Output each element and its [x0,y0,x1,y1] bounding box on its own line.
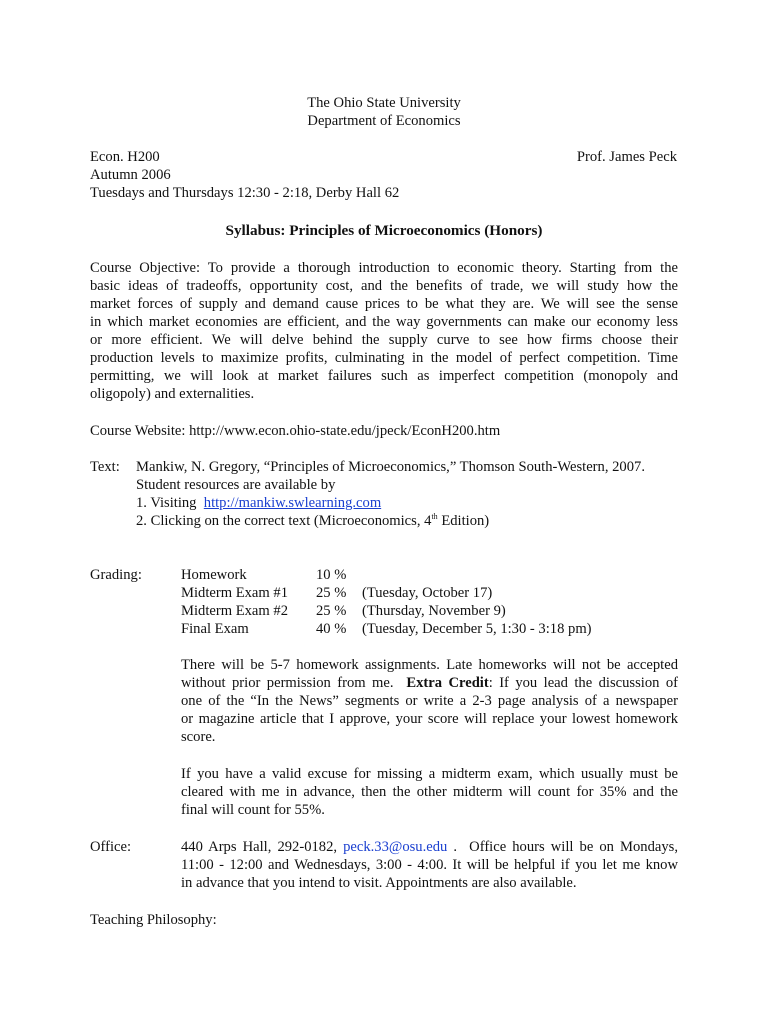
objective-line: market forces of supply and demand cause prices to be what they are. We will see the sense [90,296,678,312]
grading-item: Homework [181,567,247,583]
objective-line: in which market economies are efficient, and the way governments can make our economy less [90,314,678,330]
grading-note: (Tuesday, October 17) [362,585,493,601]
student-resources-line: Student resources are available by [136,477,336,493]
objective-line: Course Objective: To provide a thorough introduction to economic theory. Starting from the [90,260,678,276]
university-name: The Ohio State University [307,95,461,111]
mankiw-resources-link[interactable]: http://mankiw.swlearning.com [203,495,382,511]
grading-item: Midterm Exam #1 [181,585,289,601]
homework-line [181,674,678,692]
homework-line: or magazine article that I approve, your score will replace your lowest homework [181,711,678,727]
grading-percent: 25 % [316,585,347,601]
grading-item: Final Exam [181,621,249,637]
course-schedule: Tuesdays and Thursdays 12:30 - 2:18, Derby Hall 62 [90,185,400,201]
homework-line: There will be 5-7 homework assignments. Late homeworks will not be accepted [181,657,678,673]
objective-line: or more efficient. We will delve behind the supply curve to see how firms choose their [90,332,678,348]
email-link[interactable]: peck.33@osu.edu [343,839,448,855]
grading-percent: 40 % [316,621,347,637]
office-line: in advance that you intend to visit. Appointments are also available. [181,875,577,891]
course-website: Course Website: http://www.econ.ohio-state.edu/jpeck/EconH200.htm [90,423,501,439]
step-2-suffix: Edition) [437,513,490,529]
step-2-text: 2. Clicking on the correct text (Microeconomics, 4 [136,513,432,529]
textbook-citation: Mankiw, N. Gregory, “Principles of Microeconomics,” Thomson South-Western, 2007. [136,459,645,475]
resources-step-1 [136,494,381,512]
course-code: Econ. H200 [90,149,160,165]
grading-label: Grading: [90,567,142,583]
midterm-line: cleared with me in advance, then the other midterm will count for 35% and the [181,784,678,800]
midterm-line: If you have a valid excuse for missing a midterm exam, which usually must be [181,766,678,782]
office-label: Office: [90,839,132,855]
objective-line: basic ideas of tradeoffs, opportunity cost, and the benefits of trade, we will study how the [90,278,678,294]
homework-policy [181,656,678,746]
homework-line: score. [181,729,216,745]
homework-line: one of the “In the News” segments or write a 2-3 page analysis of a newspaper [181,693,678,709]
objective-line: oligopoly) and externalities. [90,386,255,402]
office-line: 11:00 - 12:00 and Wednesdays, 3:00 - 4:00. It will be helpful if you let me know [181,857,678,873]
resources-step-2 [136,512,489,530]
midterm-line: final will count for 55%. [181,802,325,818]
syllabus-title: Syllabus: Principles of Microeconomics (Honors) [225,222,543,239]
grading-note: (Thursday, November 9) [362,603,506,619]
course-objective [90,259,678,403]
office-info [181,838,678,892]
grading-note: (Tuesday, December 5, 1:30 - 3:18 pm) [362,621,592,637]
homework-text: without prior permission from me. [181,675,407,691]
office-hours-text: . Office hours will be on Mondays, [447,839,678,855]
office-line [181,838,678,856]
grading-percent: 10 % [316,567,347,583]
text-label: Text: [90,459,120,475]
professor-name: Prof. James Peck [576,149,677,165]
objective-line: production levels to maximize profits, culminating in the model of perfect competition. Time [90,350,678,366]
office-address: 440 Arps Hall, 292-0182, [181,839,344,855]
midterm-policy [181,765,678,819]
edition-superscript: th [431,512,438,521]
department-name: Department of Economics [307,113,461,129]
teaching-philosophy-heading: Teaching Philosophy: [90,912,217,928]
grading-item: Midterm Exam #2 [181,603,289,619]
homework-text: : If you lead the discussion of [488,675,678,691]
step-1-text: 1. Visiting [136,495,204,511]
extra-credit-label: Extra Credit [406,675,489,691]
objective-line: permitting, we will look at market failures such as imperfect competition (monopoly and [90,368,678,384]
grading-percent: 25 % [316,603,347,619]
course-term: Autumn 2006 [90,167,171,183]
